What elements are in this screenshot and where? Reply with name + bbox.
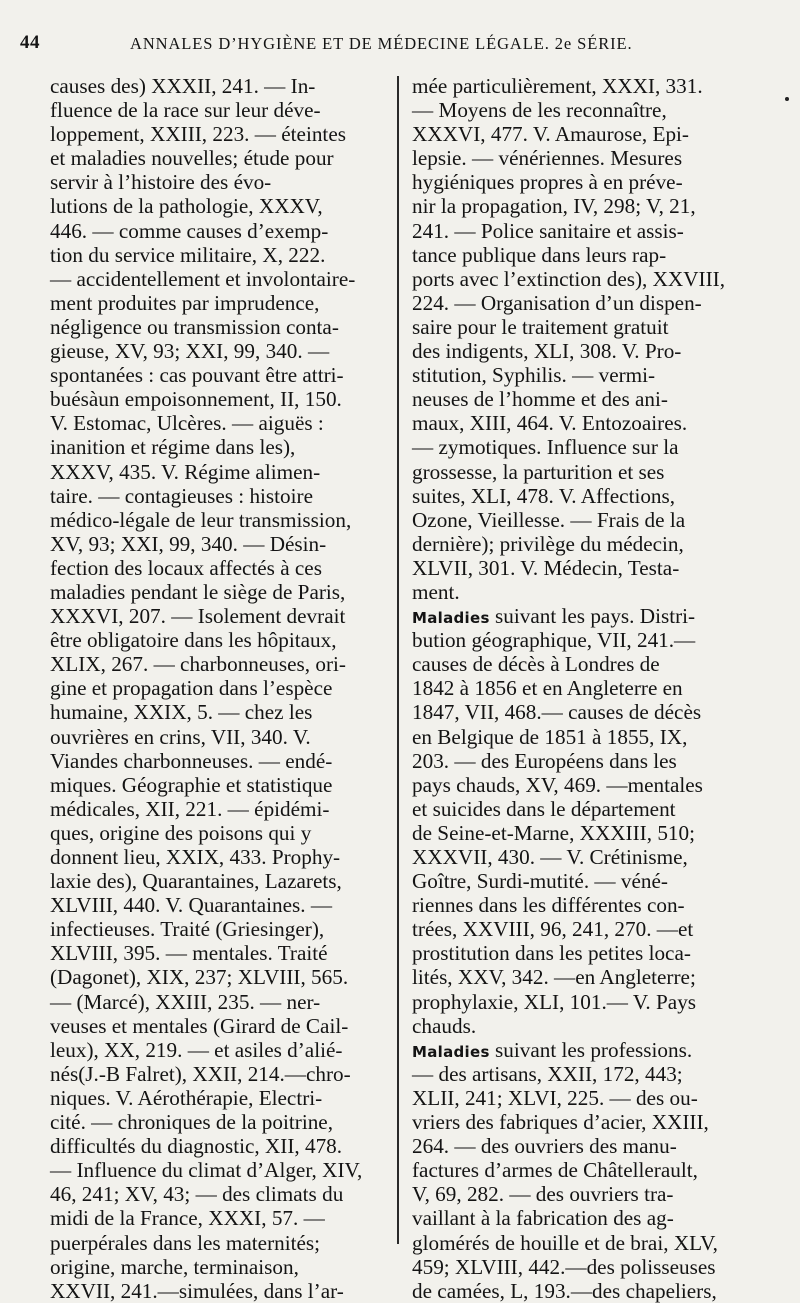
text-line: 446. — comme causes d’exemp-	[50, 218, 329, 243]
left-column	[50, 74, 390, 1303]
text-line: — accidentellement et involontaire-	[50, 266, 356, 291]
text-line: 203. — des Européens dans les	[412, 748, 677, 773]
text-line: suites, XLI, 478. V. Affections,	[412, 483, 676, 508]
text-line: loppement, XXIII, 223. — éteintes	[50, 122, 346, 147]
text-line: — Influence du climat d’Alger, XIV,	[50, 1158, 363, 1183]
text-line: nés(J.-B Falret), XXII, 214.—chro-	[50, 1061, 351, 1086]
text-line: gieuse, XV, 93; XXI, 99, 340. —	[50, 339, 330, 364]
running-title: ANNALES D’HYGIÈNE ET DE MÉDECINE LÉGALE. 2e SÉRIE.	[130, 34, 633, 53]
right-column	[412, 74, 762, 1303]
text-line: 1842 à 1856 et en Angleterre en	[412, 676, 683, 701]
text-line: saire pour le traitement gratuit	[412, 314, 669, 339]
text-line: riennes dans les différentes con-	[412, 893, 685, 918]
text-line: spontanées : cas pouvant être attri-	[50, 363, 344, 388]
text-line: prostitution dans les petites loca-	[412, 941, 691, 966]
text-line: V. Estomac, Ulcères. — aiguës :	[50, 411, 324, 436]
entry-heading: Maladies	[412, 1042, 490, 1061]
text-line: XXXVII, 430. — V. Crétinisme,	[412, 845, 688, 869]
text-line: XXXV, 435. V. Régime alimen-	[50, 459, 321, 484]
text-line: 264. — des ouvriers des manu-	[412, 1134, 677, 1159]
text-line: et suicides dans le département	[412, 796, 676, 821]
text-line: de camées, L, 193.—des chapeliers,	[412, 1278, 717, 1303]
text-line: XXXVI, 477. V. Amaurose, Epi-	[412, 122, 689, 147]
text-line: vaillant à la fabrication des ag-	[412, 1206, 674, 1231]
text-line: XLIX, 267. — charbonneuses, ori-	[50, 652, 346, 677]
text-line: causes des) XXXII, 241. — In-	[50, 74, 316, 98]
text-line: hygiéniques propres à en préve-	[412, 170, 683, 195]
text-line: donnent lieu, XXIX, 433. Prophy-	[50, 845, 341, 869]
text-line: Maladies suivant les pays. Distri-	[412, 604, 696, 629]
text-line: lutions de la pathologie, XXXV,	[50, 194, 323, 219]
text-line: ports avec l’extinction des), XXVIII,	[412, 266, 726, 291]
text-line: XLII, 241; XLVI, 225. — des ou-	[412, 1085, 698, 1110]
text-line: ouvrières en crins, VII, 340. V.	[50, 724, 311, 749]
text-line: Maladies suivant les professions.	[412, 1037, 693, 1062]
text-line: mée particulièrement, XXXI, 331.	[412, 74, 703, 98]
text-line: de Seine-et-Marne, XXXIII, 510;	[412, 820, 695, 845]
text-line: ques, origine des poisons qui y	[50, 820, 312, 845]
text-line: inanition et régime dans les),	[50, 435, 296, 460]
text-line: V, 69, 282. — des ouvriers tra-	[412, 1182, 674, 1207]
text-line: dernière); privilège du médecin,	[412, 531, 684, 556]
text-line: négligence ou transmission conta-	[50, 314, 339, 339]
text-line: fection des locaux affectés à ces	[50, 555, 322, 580]
text-line: — (Marcé), XXIII, 235. — ner-	[50, 989, 321, 1014]
text-line: Goître, Surdi-mutité. — véné-	[412, 869, 668, 894]
text-line: 459; XLVIII, 442.—des polisseuses	[412, 1254, 716, 1279]
text-line: cité. — chroniques de la poitrine,	[50, 1110, 334, 1135]
text-line: être obligatoire dans les hôpitaux,	[50, 628, 337, 653]
text-line: ment.	[412, 579, 460, 604]
ink-speck	[785, 97, 789, 101]
text-line: XXXVI, 207. — Isolement devrait	[50, 604, 346, 629]
text-line: veuses et mentales (Girard de Cail-	[50, 1013, 349, 1038]
text-line: 241. — Police sanitaire et assis-	[412, 218, 684, 243]
text-line: ment produites par imprudence,	[50, 290, 320, 315]
text-line: XLVIII, 395. — mentales. Traité	[50, 941, 328, 966]
text-line: difficultés du diagnostic, XII, 478.	[50, 1134, 343, 1159]
text-line: médico-légale de leur transmission,	[50, 507, 352, 532]
text-line: pays chauds, XV, 469. —mentales	[412, 772, 703, 797]
text-line: fluence de la race sur leur déve-	[50, 98, 321, 123]
text-line: chauds.	[412, 1013, 477, 1038]
text-line: taire. — contagieuses : histoire	[50, 483, 314, 508]
text-line: des indigents, XLI, 308. V. Pro-	[412, 339, 682, 364]
text-line: lités, XXV, 342. —en Angleterre;	[412, 965, 696, 990]
text-line: vriers des fabriques d’acier, XXIII,	[412, 1110, 709, 1135]
text-line: laxie des), Quarantaines, Lazarets,	[50, 869, 342, 894]
text-line: trées, XXVIII, 96, 241, 270. —et	[412, 917, 694, 942]
text-line: lepsie. — vénériennes. Mesures	[412, 146, 683, 171]
text-line: Ozone, Vieillesse. — Frais de la	[412, 507, 686, 532]
text-line: factures d’armes de Châtellerault,	[412, 1158, 698, 1183]
text-line: tion du service militaire, X, 222.	[50, 242, 326, 267]
text-line: buésàun empoisonnement, II, 150.	[50, 387, 342, 412]
text-line: Viandes charbonneuses. — endé-	[50, 748, 333, 773]
text-line: 1847, VII, 468.— causes de décès	[412, 700, 702, 725]
text-line: bution géographique, VII, 241.—	[412, 628, 696, 653]
text-line: prophylaxie, XLI, 101.— V. Pays	[412, 989, 697, 1014]
text-line: miques. Géographie et statistique	[50, 772, 333, 797]
text-line: servir à l’histoire des évo-	[50, 170, 272, 195]
text-line: — des artisans, XXII, 172, 443;	[412, 1061, 683, 1086]
text-line: 224. — Organisation d’un dispen-	[412, 290, 702, 315]
text-line: causes de décès à Londres de	[412, 652, 660, 677]
text-line: grossesse, la parturition et ses	[412, 459, 665, 484]
column-divider	[397, 76, 399, 1244]
text-line: XV, 93; XXI, 99, 340. — Désin-	[50, 531, 327, 556]
text-line: humaine, XXIX, 5. — chez les	[50, 700, 313, 725]
text-line: XXVII, 241.—simulées, dans l’ar-	[50, 1278, 344, 1303]
text-line: leux), XX, 219. — et asiles d’alié-	[50, 1037, 343, 1062]
text-line: midi de la France, XXXI, 57. —	[50, 1206, 325, 1231]
text-line: 46, 241; XV, 43; — des climats du	[50, 1182, 344, 1207]
text-line: maladies pendant le siège de Paris,	[50, 579, 346, 604]
entry-heading: Maladies	[412, 609, 490, 628]
text-line: puerpérales dans les maternités;	[50, 1230, 321, 1255]
text-line: maux, XIII, 464. V. Entozoaires.	[412, 411, 688, 436]
text-line: infectieuses. Traité (Griesinger),	[50, 917, 325, 942]
text-line: origine, marche, terminaison,	[50, 1254, 299, 1279]
text-line: et maladies nouvelles; étude pour	[50, 146, 334, 171]
text-line: en Belgique de 1851 à 1855, IX,	[412, 724, 688, 749]
page-header	[0, 32, 800, 62]
text-line: stitution, Syphilis. — vermi-	[412, 363, 656, 388]
text-line: — Moyens de les reconnaître,	[412, 98, 667, 123]
text-line: neuses de l’homme et des ani-	[412, 387, 668, 412]
page-number: 44	[20, 32, 40, 53]
text-line: nir la propagation, IV, 298; V, 21,	[412, 194, 696, 219]
text-line: XLVIII, 440. V. Quarantaines. —	[50, 893, 333, 918]
text-line: (Dagonet), XIX, 237; XLVIII, 565.	[50, 965, 349, 990]
text-line: — zymotiques. Influence sur la	[412, 435, 679, 460]
text-line: tance publique dans leurs rap-	[412, 242, 667, 267]
text-line: glomérés de houille et de brai, XLV,	[412, 1230, 718, 1255]
text-line: médicales, XII, 221. — épidémi-	[50, 796, 330, 821]
text-line: XLVII, 301. V. Médecin, Testa-	[412, 555, 680, 580]
text-line: gine et propagation dans l’espèce	[50, 676, 333, 701]
text-line: niques. V. Aérothérapie, Electri-	[50, 1085, 323, 1110]
